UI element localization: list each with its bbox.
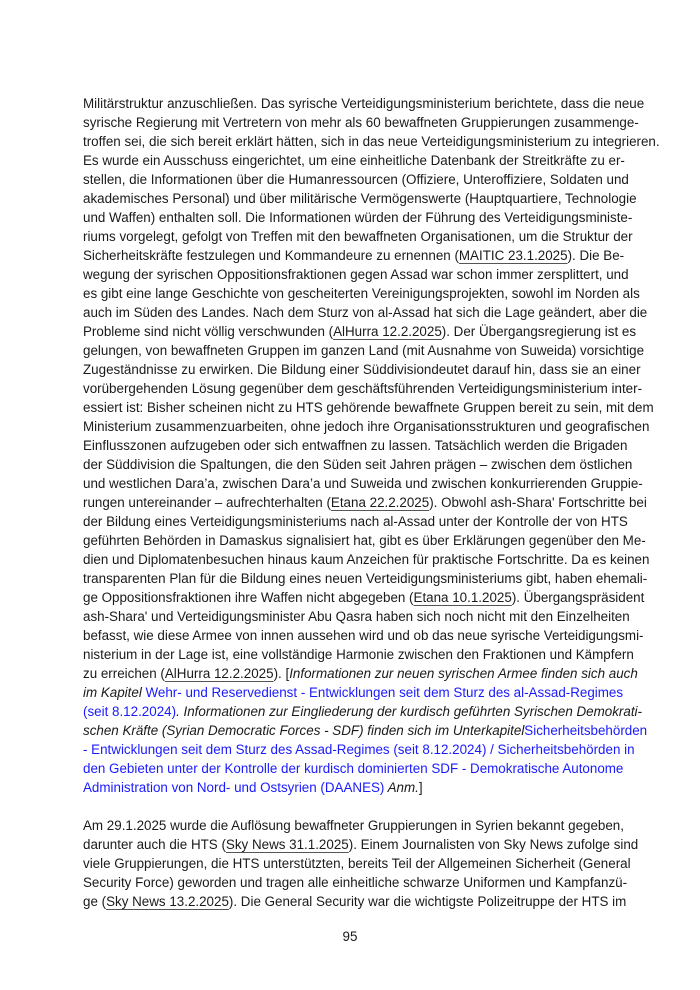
text-line xyxy=(83,645,634,664)
text-line xyxy=(83,721,648,740)
text-line xyxy=(83,550,650,569)
text-line xyxy=(83,588,645,607)
italic-note: im Kapitel xyxy=(83,685,146,700)
text-line xyxy=(83,379,643,398)
chapter-link[interactable]: Sicherheitsbehörden xyxy=(524,723,648,738)
chapter-link[interactable]: den Gebieten unter der Kontrolle der kurdisch dominierten SDF - Demokratische Autonome xyxy=(83,761,624,776)
text: ge ( xyxy=(83,894,107,909)
citation-link[interactable]: AlHurra 12.2.2025 xyxy=(164,666,274,681)
text-line xyxy=(83,569,648,588)
text-line xyxy=(83,322,637,341)
text-line xyxy=(83,455,633,474)
text: auch im Süden des Landes. Nach dem Sturz von al-Assad hat sich die Lage geändert, aber die xyxy=(83,305,648,320)
text: und Waffen) enthalten soll. Die Informationen würden der Führung des Verteidigungsministe- xyxy=(83,210,633,225)
text-line xyxy=(83,607,630,626)
text-line xyxy=(83,189,637,208)
citation-link[interactable]: Etana 10.1.2025 xyxy=(413,590,512,605)
text-line xyxy=(83,835,639,854)
text-line xyxy=(83,493,647,512)
text-line xyxy=(83,227,633,246)
citation-link[interactable]: Sky News 31.1.2025 xyxy=(225,837,349,852)
citation-link[interactable]: AlHurra 12.2.2025 xyxy=(333,324,442,339)
text: rungen untereinander – aufrechterhalten ( xyxy=(83,495,331,510)
text-line xyxy=(83,664,638,683)
text: Militärstruktur anzuschließen. Das syrische Verteidigungsministerium berichtete, dass die neue xyxy=(83,96,645,111)
text: Zugeständnisse zu erwirken. Die Bildung einer Süddivisiondeutet darauf hin, dass sie an einer xyxy=(83,362,641,377)
text: ash-Shara' und Verteidigungsminister Abu Qasra haben sich noch nicht mit den Einzelheiten xyxy=(83,609,630,624)
paragraph xyxy=(83,94,660,797)
text: essiert ist: Bisher scheinen nicht zu HTS gehörende bewaffnete Gruppen bereit zu sein, mit dem xyxy=(83,400,654,415)
paragraph xyxy=(83,816,639,911)
text-line xyxy=(83,531,646,550)
text: gelungen, von bewaffneten Gruppen im ganzen Land (mit Ausnahme von Suweida) vorsichtige xyxy=(83,343,645,358)
text-line xyxy=(83,512,628,531)
text: ] xyxy=(418,780,423,795)
text: troffen sei, die sich bereit erklärt hätten, sich in das neue Verteidigungsministerium zu integrieren. xyxy=(83,134,660,149)
text-line xyxy=(83,341,645,360)
text: Probleme sind nicht völlig verschwunden ( xyxy=(83,324,334,339)
text: dien und Diplomatenbesuchen hinaus kaum Anzeichen für praktische Fortschritte. Da es keinen xyxy=(83,552,650,567)
text: Sicherheitskräfte festzulegen und Kommandeure zu ernennen ( xyxy=(83,248,459,263)
chapter-link[interactable]: Wehr- und Reservedienst - Entwicklungen seit dem Sturz des al-Assad-Regimes xyxy=(145,685,624,700)
text-line xyxy=(83,474,643,493)
text-line xyxy=(83,892,627,911)
text: syrische Regierung mit Vertretern von mehr als 60 bewaffneten Gruppierungen zusammenge- xyxy=(83,115,639,130)
text: Am 29.1.2025 wurde die Auflösung bewaffneter Gruppierungen in Syrien bekannt gegeben, xyxy=(83,818,624,833)
text-line xyxy=(83,816,624,835)
text: Einflusszonen aufzugeben oder sich entwaffnen zu lassen. Tatsächlich werden die Brigaden xyxy=(83,438,628,453)
text: ). Obwohl ash-Shara' Fortschritte bei xyxy=(429,495,647,510)
text-line xyxy=(83,398,654,417)
text-line xyxy=(83,170,629,189)
italic-note: Informationen zur neuen syrischen Armee finden sich auch xyxy=(289,666,638,681)
text: zu erreichen ( xyxy=(83,666,165,681)
text: viele Gruppierungen, die HTS unterstützten, bereits Teil der Allgemeinen Sicherheit (General xyxy=(83,856,631,871)
text: ge Oppositionsfraktionen ihre Waffen nicht abgegeben ( xyxy=(83,590,414,605)
text-line xyxy=(83,683,624,702)
text: nisterium in der Lage ist, eine vollständige Harmonie zwischen den Fraktionen und Kämpfern xyxy=(83,647,634,662)
text-line xyxy=(83,873,628,892)
text: und westlichen Dara’a, zwischen Dara’a und Suweida und zwischen konkurrierenden Gruppie- xyxy=(83,476,643,491)
text: stellen, die Informationen über die Humanressourcen (Offiziere, Unteroffiziere, Soldaten und xyxy=(83,172,629,187)
text-line xyxy=(83,417,650,436)
text-line xyxy=(83,778,617,797)
text-line xyxy=(83,740,635,759)
text: Ministerium zusammenzuarbeiten, ohne jedoch ihre Organisationsstrukturen und geografischen xyxy=(83,419,650,434)
text: darunter auch die HTS ( xyxy=(83,837,226,852)
text-line xyxy=(83,360,641,379)
text-line xyxy=(83,854,631,873)
text-line xyxy=(83,265,629,284)
text: ). [ xyxy=(273,666,290,681)
text: der Bildung eines Verteidigungsministeriums nach al-Assad unter der Kontrolle der von HTS xyxy=(83,514,628,529)
text-line xyxy=(83,132,660,151)
text-line xyxy=(83,626,644,645)
text-line xyxy=(83,436,628,455)
text: riums vorgelegt, gefolgt von Treffen mit den bewaffneten Organisationen, um die Struktur der xyxy=(83,229,633,244)
document-body xyxy=(83,94,660,930)
italic-note: . Informationen zur Eingliederung der kurdisch geführten Syrischen Demokrati- xyxy=(176,704,642,719)
text-line xyxy=(83,113,639,132)
text-line xyxy=(83,246,625,265)
text: akademisches Personal) und über militärische Vermögenswerte (Hauptquartiere, Technologie xyxy=(83,191,637,206)
chapter-link[interactable]: Administration von Nord- und Ostsyrien (DAANES) xyxy=(83,780,385,795)
text: ). Übergangspräsident xyxy=(511,590,645,605)
text: ). Der Übergangsregierung ist es xyxy=(441,324,637,339)
chapter-link[interactable]: (seit 8.12.2024) xyxy=(83,704,177,719)
citation-link[interactable]: Etana 22.2.2025 xyxy=(330,495,430,510)
text-line xyxy=(83,208,633,227)
text: wegung der syrischen Oppositionsfraktionen gegen Assad war schon immer zersplittert, und xyxy=(83,267,629,282)
text-line xyxy=(83,702,642,721)
text-line xyxy=(83,759,624,778)
citation-link[interactable]: MAITIC 23.1.2025 xyxy=(458,248,568,263)
text: geführten Behörden in Damaskus signalisiert hat, gibt es über Erklärungen gegenüber den Me- xyxy=(83,533,646,548)
text: ). Die Be- xyxy=(567,248,625,263)
text: der Süddivision die Spaltungen, die den Süden seit Jahren prägen – zwischen dem östlichen xyxy=(83,457,633,472)
text: transparenten Plan für die Bildung eines neuen Verteidigungsministeriums gibt, haben ehemali- xyxy=(83,571,648,586)
italic-note: schen Kräfte (Syrian Democratic Forces - SDF) finden sich im Unterkapitel xyxy=(83,723,525,738)
page-number: 95 xyxy=(342,929,358,944)
text-line xyxy=(83,303,648,322)
text: ). Einem Journalisten von Sky News zufolge sind xyxy=(348,837,639,852)
text: befasst, wie diese Armee von innen aussehen wird und ob das neue syrische Verteidigungsmi- xyxy=(83,628,644,643)
text-line xyxy=(83,284,640,303)
citation-link[interactable]: Sky News 13.2.2025 xyxy=(106,894,229,909)
text: ). Die General Security war die wichtigste Polizeitruppe der HTS im xyxy=(228,894,627,909)
italic-note: Anm. xyxy=(384,780,419,795)
text-line xyxy=(83,151,625,170)
text-line xyxy=(83,94,645,113)
chapter-link[interactable]: - Entwicklungen seit dem Sturz des Assad-Regimes (seit 8.12.2024) / Sicherheitsbehörden in xyxy=(83,742,635,757)
text: vorübergehenden Lösung gegenüber dem geschäftsführenden Verteidigungsministerium inter- xyxy=(83,381,643,396)
text: Es wurde ein Ausschuss eingerichtet, um eine einheitliche Datenbank der Streitkräfte zu er- xyxy=(83,153,625,168)
text: es gibt eine lange Geschichte von gescheiterten Vereinigungsprojekten, sowohl im Norden als xyxy=(83,286,640,301)
text: Security Force) geworden und tragen alle einheitliche schwarze Uniformen und Kampfanzü- xyxy=(83,875,628,890)
